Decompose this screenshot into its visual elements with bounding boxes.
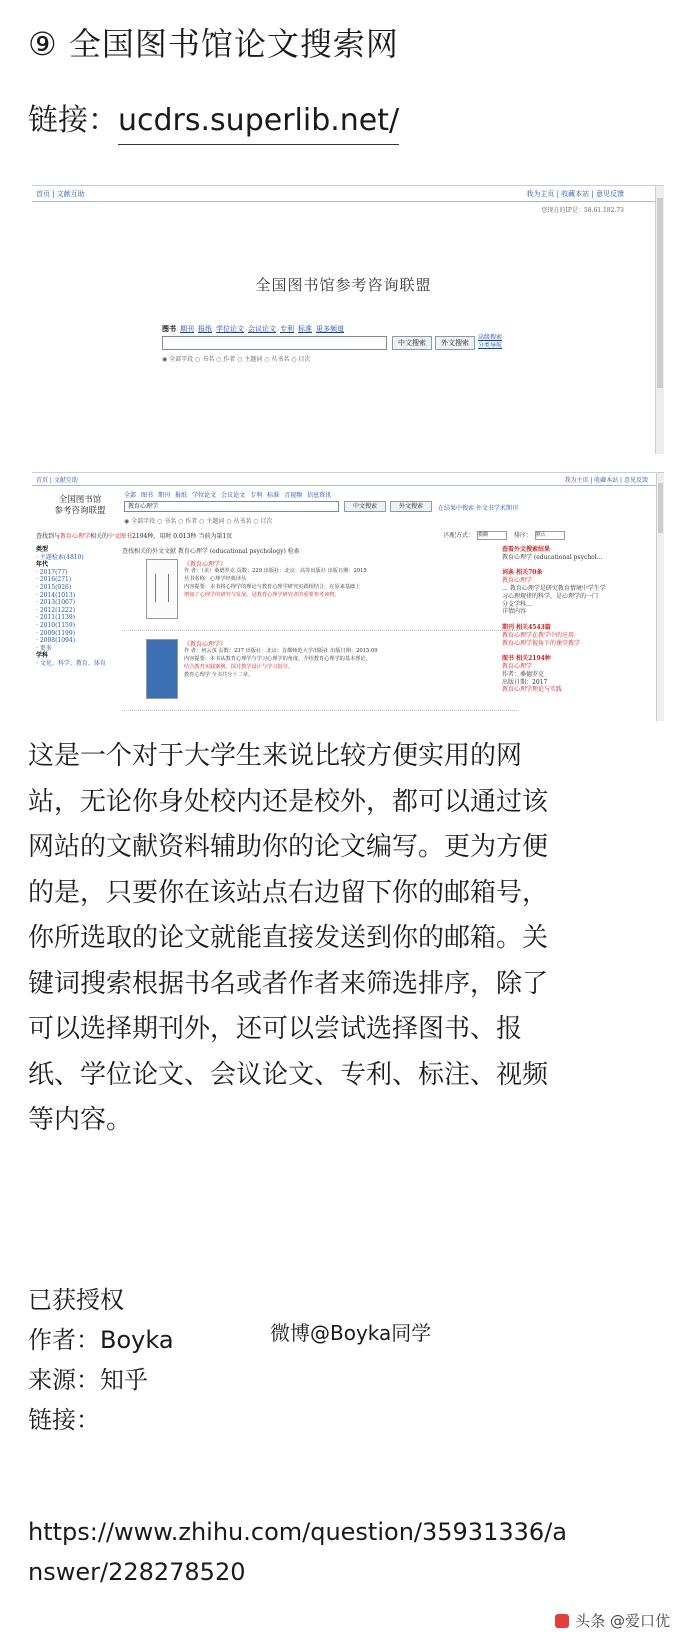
s1-top-right-links[interactable]: 我为主页 | 收藏本站 | 意见反馈	[526, 190, 624, 198]
s2-status-type: 中文图书	[108, 533, 133, 540]
facet-heading: 年代	[36, 561, 49, 569]
s2-tab[interactable]: 期刊	[158, 492, 171, 499]
paragraph-line: 纸、学位论文、会议论文、专利、标注、视频	[28, 1059, 549, 1090]
facet-item[interactable]: · 2016(271)	[36, 576, 72, 584]
s1-scroll-thumb[interactable]	[657, 198, 663, 388]
s2-status-rest: 2194种，用时 0.013秒 当前为第1页	[132, 533, 233, 540]
s1-top-left-links[interactable]: 首页 | 文献互助	[36, 190, 85, 198]
right-panel-line[interactable]: 教育心理学视角下的课堂教学	[502, 639, 581, 647]
s1-tab[interactable]: 学位论文	[216, 325, 244, 333]
right-panel-line[interactable]: 教育心理学在教学中的应用	[502, 631, 575, 639]
s1-channel-tabs	[162, 324, 348, 334]
facet-item[interactable]: · 2012(1222)	[36, 606, 76, 614]
s2-search-input[interactable]: 教育心理学	[124, 501, 339, 512]
result-summary: 内容提要：本书将心理学的理论与教育心理学研究实践相结合，在原来基础上	[184, 584, 361, 590]
s2-tab[interactable]: 会议论文	[221, 492, 246, 499]
result-meta: 作 者：何云茂 页数：237 出版社：北京：首都师范大学出版社 出版日期：2015.09	[184, 648, 378, 654]
credits-block	[28, 1280, 668, 1440]
right-panel-line: 出版日期：2017	[502, 678, 548, 686]
facet-item[interactable]: · 2013(1067)	[36, 599, 76, 607]
s1-tab[interactable]: 期刊	[180, 325, 194, 333]
link-line	[28, 100, 399, 145]
s2-top-right-links[interactable]: 我为主页 | 收藏本站 | 意见反馈	[564, 477, 648, 484]
weibo-handle: 微博@Boyka同学	[270, 1321, 432, 1345]
s2-status-mid: 相关的	[90, 533, 109, 540]
paragraph-line: 可以选择期刊外，还可以尝试选择图书、报	[28, 1014, 523, 1044]
s1-tab[interactable]: 标准	[298, 325, 312, 333]
s1-foreign-search-button[interactable]: 外文搜索	[435, 336, 475, 350]
s2-status-prefix: 查找到与	[36, 533, 61, 540]
s2-match-label: 匹配方式：	[444, 532, 475, 539]
s2-result-status	[36, 531, 232, 540]
s2-channel-tabs	[124, 490, 336, 499]
s2-tab[interactable]: 专利	[250, 492, 263, 499]
description-paragraph	[28, 734, 658, 1144]
s1-tab[interactable]: 图书	[162, 324, 176, 333]
toutiao-watermark	[555, 1610, 670, 1631]
paragraph-line: 网站的文献资料辅助你的论文编写。更为方便	[28, 832, 549, 862]
result-title[interactable]: 《教育心理学》	[184, 641, 227, 648]
s1-tab[interactable]: 报纸	[198, 325, 212, 333]
paragraph-line: 键词搜索根据书名或者作者来筛选排序，除了	[28, 968, 549, 999]
zhihu-url[interactable]	[28, 1512, 567, 1592]
s2-tab[interactable]: 图书	[141, 492, 154, 499]
s2-chinese-search-button[interactable]: 中文搜索	[344, 501, 386, 512]
zhihu-url-line2[interactable]: nswer/228278520	[28, 1558, 246, 1586]
s2-tab[interactable]: 报纸	[175, 492, 188, 499]
s2-search-extra-links[interactable]: 在结果中搜索 外文书学术期刊	[438, 505, 518, 512]
facet-item[interactable]: · 2009(1199)	[36, 629, 76, 637]
s2-result-list	[122, 546, 517, 719]
right-panel-line: 详情内容	[502, 608, 527, 616]
s2-tab[interactable]: 信息资讯	[307, 492, 332, 499]
book-cover-image[interactable]	[146, 559, 178, 619]
right-panel-line: 期刊 相关4543篇	[502, 623, 551, 631]
s1-scrollbar[interactable]	[655, 186, 664, 454]
s1-tab[interactable]: 会议论文	[248, 325, 276, 333]
s1-field-radios[interactable]: ◉ 全部字段 ○ 书名 ○ 作者 ○ 主题词 ○ 丛书名 ○ 目次	[162, 356, 311, 363]
s2-top-left-links[interactable]: 首页 | 文献互助	[36, 477, 78, 484]
facet-item[interactable]: · 2015(926)	[36, 583, 72, 591]
s2-sort-select[interactable]: 默认	[535, 531, 565, 540]
s2-tab[interactable]: 全部	[124, 492, 137, 499]
screenshot-search-home	[32, 185, 664, 453]
zhihu-url-line1[interactable]: https://www.zhihu.com/question/35931336/a	[28, 1518, 567, 1546]
right-panel-line: 分支学科…	[502, 600, 533, 608]
paragraph-line: 你所选取的论文就能直接发送到你的邮箱。关	[28, 923, 549, 953]
s1-tab[interactable]: 专利	[280, 325, 294, 333]
author-text: 作者：Boyka	[28, 1326, 174, 1354]
s1-search-input[interactable]	[162, 336, 387, 350]
book-cover-image[interactable]	[146, 639, 178, 699]
facet-item[interactable]: · 更多	[36, 644, 52, 652]
site-url[interactable]: ucdrs.superlib.net/	[118, 100, 399, 145]
facet-item[interactable]: · 2008(1094)	[36, 637, 76, 645]
right-panel-line[interactable]: 教育心理学	[502, 662, 533, 670]
facet-item[interactable]: · 文化、科学、教育、体育	[36, 659, 106, 667]
result-item[interactable]	[122, 639, 517, 711]
right-panel-line: 教育心理学 (educational psychol...	[502, 553, 603, 561]
source-text: 来源：知乎	[28, 1366, 148, 1394]
screenshot-search-results	[32, 472, 664, 720]
right-panel-line: 习心理规律的科学，是心理学的一门	[502, 592, 599, 600]
section-heading: ⑨ 全国图书馆论文搜索网	[28, 25, 399, 63]
s2-sort-label: 排序：	[513, 532, 532, 539]
toutiao-logo-icon	[555, 1614, 569, 1628]
s2-topbar	[32, 473, 664, 486]
paragraph-line: 的是，只要你在该站点右边留下你的邮箱号，	[28, 877, 549, 908]
s1-topbar	[32, 186, 664, 202]
s2-filter-line[interactable]: 查找相关的外文文献 教育心理学 (educational psychology) 检索	[122, 548, 300, 555]
s2-scrollbar[interactable]	[656, 473, 664, 721]
s2-tab[interactable]: 学位论文	[192, 492, 217, 499]
result-series: 丛书名称：心理学经典译丛	[184, 576, 247, 582]
s2-right-panel	[502, 546, 650, 694]
facet-heading: 类型	[36, 546, 49, 553]
s1-tab[interactable]: 更多频道	[316, 325, 344, 333]
right-panel-line[interactable]: 教育心理学	[502, 577, 533, 585]
facet-item[interactable]: · 2010(1159)	[36, 621, 76, 629]
s2-logo-line2: 参考咨询联盟	[54, 506, 106, 516]
right-panel-line	[502, 616, 650, 624]
right-panel-line: 图书 相关2194种	[502, 655, 551, 663]
s2-tab[interactable]: 音视频	[284, 492, 303, 499]
s1-category-link[interactable]: 分类导航	[478, 342, 503, 349]
s2-logo	[44, 495, 116, 517]
s2-match-select[interactable]: 模糊	[477, 531, 507, 540]
result-summary-2: 增加了心理学的研究与发展，是教育心理学研究者的重要参考读物。	[184, 592, 340, 598]
watermark-text: 头条 @爱口优	[575, 1612, 670, 1630]
right-panel-line: 词条 相关70条	[502, 569, 543, 577]
s2-scroll-thumb[interactable]	[658, 483, 663, 533]
s2-facet-sidebar	[36, 546, 116, 668]
facet-item[interactable]: · 2014(1013)	[36, 591, 76, 599]
result-item[interactable]	[122, 559, 517, 631]
s1-chinese-search-button[interactable]: 中文搜索	[392, 336, 432, 350]
s2-tab[interactable]: 标准	[267, 492, 280, 499]
result-meta: 作 者：（美）桑德罗克 页数：229 出版社：北京：高等出版社 出版日期：2015	[184, 568, 367, 574]
result-summary: 内容提要：本书从教育心理学与学习心理学的角度，介绍教育心理学的基本理论，	[184, 656, 371, 662]
s2-field-radios[interactable]: ◉ 全部字段 ○ 书名 ○ 作者 ○ 主题词 ○ 丛书名 ○ 目次	[124, 518, 273, 525]
facet-item[interactable]: · 2017(77)	[36, 568, 68, 576]
s2-sort-controls	[444, 530, 568, 540]
result-title[interactable]: 《教育心理学》	[184, 561, 227, 568]
s1-advanced-links	[478, 334, 502, 350]
result-summary-2: 结合教育实践案例，探讨教学设计与学习指导。	[184, 664, 293, 670]
s1-ip-text: 您现在的IP是：58.61.182.73	[541, 207, 624, 214]
right-panel-line	[502, 647, 650, 655]
facet-item[interactable]: · 2011(1139)	[36, 614, 76, 622]
paragraph-line: 等内容。	[28, 1105, 133, 1135]
s2-status-query: 教育心理学	[60, 533, 91, 540]
authorized-text: 已获授权	[28, 1286, 124, 1314]
s2-logo-line1: 全国图书馆	[58, 495, 102, 505]
cover-graphic	[155, 574, 169, 602]
s1-site-title: 全国图书馆参考咨询联盟	[255, 276, 432, 294]
paragraph-line: 这是一个对于大学生来说比较方便实用的网	[28, 741, 523, 771]
result-summary-3: 教育心理学 全书共分十二章。	[184, 672, 254, 678]
paragraph-line: 站，无论你身处校内还是校外，都可以通过该	[28, 786, 549, 817]
link-label: 链接：	[28, 103, 118, 138]
right-panel-line[interactable]: 教育心理学理论与实践	[502, 686, 563, 694]
facet-heading: 学科	[36, 652, 49, 660]
right-panel-line: … 教育心理学是研究教育情境中学生学	[502, 584, 606, 592]
facet-item[interactable]: · 主题检索(4810)	[36, 553, 84, 561]
s2-foreign-search-button[interactable]: 外文搜索	[390, 501, 432, 512]
right-panel-line: 查看外文搜索结果	[502, 546, 551, 553]
s1-advanced-search-link[interactable]: 高级搜索	[478, 334, 503, 341]
right-panel-line: 作者：桑德罗克	[502, 670, 545, 678]
link-label-text: 链接：	[28, 1406, 100, 1434]
